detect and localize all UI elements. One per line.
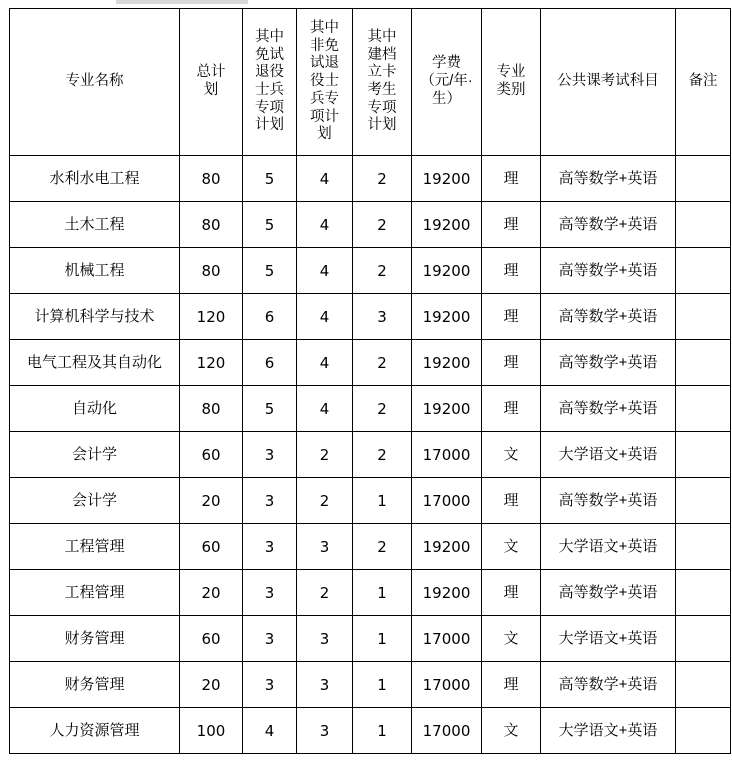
- cell-major: 工程管理: [10, 570, 180, 616]
- cell-tuition: 19200: [412, 524, 482, 570]
- column-header-exam-subjects: [541, 9, 676, 156]
- cell-remark: [676, 340, 731, 386]
- cell-major-category: 理: [482, 248, 541, 294]
- cell-exempt-veteran-quota: 6: [243, 294, 297, 340]
- cell-nonexempt-veteran-quota: 2: [297, 432, 353, 478]
- cell-exempt-veteran-quota: 5: [243, 386, 297, 432]
- cell-major: 人力资源管理: [10, 708, 180, 754]
- cell-major: 机械工程: [10, 248, 180, 294]
- cell-nonexempt-veteran-quota: 2: [297, 478, 353, 524]
- cell-exempt-veteran-quota: 3: [243, 570, 297, 616]
- cell-remark: [676, 156, 731, 202]
- cell-nonexempt-veteran-quota: 4: [297, 386, 353, 432]
- cell-major: 土木工程: [10, 202, 180, 248]
- cell-registered-poor-quota: 1: [353, 570, 412, 616]
- column-header-total-plan-label: 总计划: [196, 64, 226, 98]
- table-header: [10, 9, 731, 156]
- cell-major-category: 文: [482, 432, 541, 478]
- column-header-major-category-label: 专业类别: [496, 64, 526, 98]
- cell-exam-subjects: 高等数学+英语: [541, 248, 676, 294]
- cell-tuition: 19200: [412, 202, 482, 248]
- column-header-exam-subjects-label: 公共课考试科目: [557, 73, 659, 90]
- cell-exam-subjects: 大学语文+英语: [541, 616, 676, 662]
- cell-registered-poor-quota: 2: [353, 340, 412, 386]
- cell-exam-subjects: 大学语文+英语: [541, 708, 676, 754]
- cell-exam-subjects: 高等数学+英语: [541, 662, 676, 708]
- table-row: [10, 616, 731, 662]
- cell-remark: [676, 524, 731, 570]
- cell-major: 自动化: [10, 386, 180, 432]
- cell-major: 会计学: [10, 432, 180, 478]
- cell-tuition: 17000: [412, 616, 482, 662]
- cell-total-plan: 20: [180, 478, 243, 524]
- cell-major-category: 理: [482, 386, 541, 432]
- cell-major-category: 理: [482, 156, 541, 202]
- cell-exempt-veteran-quota: 3: [243, 524, 297, 570]
- column-header-remark: [676, 9, 731, 156]
- cell-exam-subjects: 大学语文+英语: [541, 524, 676, 570]
- cell-remark: [676, 616, 731, 662]
- cell-remark: [676, 294, 731, 340]
- cell-total-plan: 60: [180, 524, 243, 570]
- cell-registered-poor-quota: 2: [353, 524, 412, 570]
- cell-registered-poor-quota: 2: [353, 156, 412, 202]
- cell-remark: [676, 202, 731, 248]
- column-header-major: [10, 9, 180, 156]
- cell-nonexempt-veteran-quota: 4: [297, 156, 353, 202]
- cell-exam-subjects: 高等数学+英语: [541, 202, 676, 248]
- cell-major: 电气工程及其自动化: [10, 340, 180, 386]
- cell-exam-subjects: 高等数学+英语: [541, 386, 676, 432]
- table-row: [10, 478, 731, 524]
- cell-registered-poor-quota: 2: [353, 432, 412, 478]
- column-header-tuition-label: 学费（元/年·生）: [420, 55, 473, 107]
- cell-nonexempt-veteran-quota: 4: [297, 248, 353, 294]
- cell-remark: [676, 248, 731, 294]
- column-header-exempt-veteran-quota: [243, 9, 297, 156]
- cell-nonexempt-veteran-quota: 3: [297, 708, 353, 754]
- column-header-major-category: [482, 9, 541, 156]
- cell-exam-subjects: 高等数学+英语: [541, 478, 676, 524]
- cell-nonexempt-veteran-quota: 3: [297, 524, 353, 570]
- table-header-row: [10, 9, 731, 156]
- enrollment-plan-table-container: [9, 8, 723, 754]
- cell-remark: [676, 432, 731, 478]
- cell-remark: [676, 570, 731, 616]
- cell-remark: [676, 386, 731, 432]
- cell-total-plan: 80: [180, 386, 243, 432]
- cell-tuition: 19200: [412, 340, 482, 386]
- cell-exam-subjects: 高等数学+英语: [541, 340, 676, 386]
- table-row: [10, 294, 731, 340]
- cell-total-plan: 120: [180, 294, 243, 340]
- cell-remark: [676, 662, 731, 708]
- cell-total-plan: 60: [180, 616, 243, 662]
- cell-total-plan: 20: [180, 662, 243, 708]
- table-row: [10, 156, 731, 202]
- column-header-nonexempt-veteran-quota-label: 其中非免试退役士兵专项计划: [309, 20, 339, 143]
- cell-total-plan: 60: [180, 432, 243, 478]
- cell-registered-poor-quota: 2: [353, 248, 412, 294]
- table-row: [10, 386, 731, 432]
- cell-major-category: 理: [482, 478, 541, 524]
- cell-registered-poor-quota: 1: [353, 478, 412, 524]
- column-header-exempt-veteran-quota-label: 其中免试退役士兵专项计划: [254, 28, 284, 134]
- cell-major: 会计学: [10, 478, 180, 524]
- cell-registered-poor-quota: 1: [353, 708, 412, 754]
- cell-exam-subjects: 高等数学+英语: [541, 294, 676, 340]
- cell-tuition: 17000: [412, 478, 482, 524]
- table-row: [10, 202, 731, 248]
- cell-major-category: 文: [482, 616, 541, 662]
- cell-exam-subjects: 高等数学+英语: [541, 570, 676, 616]
- cell-registered-poor-quota: 2: [353, 202, 412, 248]
- cell-nonexempt-veteran-quota: 3: [297, 662, 353, 708]
- cell-nonexempt-veteran-quota: 2: [297, 570, 353, 616]
- cell-major-category: 理: [482, 662, 541, 708]
- cell-total-plan: 80: [180, 248, 243, 294]
- table-row: [10, 570, 731, 616]
- cell-nonexempt-veteran-quota: 3: [297, 616, 353, 662]
- table-row: [10, 524, 731, 570]
- cell-total-plan: 100: [180, 708, 243, 754]
- cell-nonexempt-veteran-quota: 4: [297, 340, 353, 386]
- cell-major-category: 文: [482, 708, 541, 754]
- cell-registered-poor-quota: 2: [353, 386, 412, 432]
- column-header-major-label: 专业名称: [65, 73, 124, 90]
- cell-major: 财务管理: [10, 616, 180, 662]
- cell-tuition: 19200: [412, 294, 482, 340]
- cell-exempt-veteran-quota: 3: [243, 478, 297, 524]
- table-row: [10, 662, 731, 708]
- cell-nonexempt-veteran-quota: 4: [297, 202, 353, 248]
- cell-major: 计算机科学与技术: [10, 294, 180, 340]
- cell-major-category: 理: [482, 202, 541, 248]
- column-header-total-plan: [180, 9, 243, 156]
- cell-exempt-veteran-quota: 3: [243, 616, 297, 662]
- column-header-registered-poor-quota: [353, 9, 412, 156]
- cell-exempt-veteran-quota: 3: [243, 662, 297, 708]
- cell-major-category: 文: [482, 524, 541, 570]
- cell-exam-subjects: 高等数学+英语: [541, 156, 676, 202]
- cell-exempt-veteran-quota: 5: [243, 248, 297, 294]
- cell-tuition: 19200: [412, 386, 482, 432]
- cell-registered-poor-quota: 1: [353, 662, 412, 708]
- cell-tuition: 17000: [412, 432, 482, 478]
- table-row: [10, 432, 731, 478]
- grey-artifact-strip: [116, 0, 248, 4]
- table-row: [10, 340, 731, 386]
- enrollment-plan-table: [9, 8, 731, 754]
- cell-registered-poor-quota: 3: [353, 294, 412, 340]
- cell-total-plan: 80: [180, 202, 243, 248]
- table-row: [10, 248, 731, 294]
- cell-major-category: 理: [482, 340, 541, 386]
- cell-major-category: 理: [482, 570, 541, 616]
- cell-exempt-veteran-quota: 5: [243, 156, 297, 202]
- table-row: [10, 708, 731, 754]
- cell-major-category: 理: [482, 294, 541, 340]
- cell-exam-subjects: 大学语文+英语: [541, 432, 676, 478]
- column-header-registered-poor-quota-label: 其中建档立卡考生专项计划: [367, 28, 397, 134]
- cell-tuition: 19200: [412, 570, 482, 616]
- cell-major: 工程管理: [10, 524, 180, 570]
- cell-exempt-veteran-quota: 6: [243, 340, 297, 386]
- table-body: [10, 156, 731, 754]
- cell-total-plan: 20: [180, 570, 243, 616]
- cell-total-plan: 80: [180, 156, 243, 202]
- cell-major: 水利水电工程: [10, 156, 180, 202]
- cell-major: 财务管理: [10, 662, 180, 708]
- cell-remark: [676, 708, 731, 754]
- cell-exempt-veteran-quota: 3: [243, 432, 297, 478]
- cell-tuition: 19200: [412, 248, 482, 294]
- cell-registered-poor-quota: 1: [353, 616, 412, 662]
- column-header-remark-label: 备注: [688, 73, 718, 90]
- column-header-tuition: [412, 9, 482, 156]
- cell-exempt-veteran-quota: 5: [243, 202, 297, 248]
- cell-nonexempt-veteran-quota: 4: [297, 294, 353, 340]
- column-header-nonexempt-veteran-quota: [297, 9, 353, 156]
- cell-total-plan: 120: [180, 340, 243, 386]
- cell-tuition: 17000: [412, 662, 482, 708]
- cell-tuition: 17000: [412, 708, 482, 754]
- cell-tuition: 19200: [412, 156, 482, 202]
- cell-remark: [676, 478, 731, 524]
- cell-exempt-veteran-quota: 4: [243, 708, 297, 754]
